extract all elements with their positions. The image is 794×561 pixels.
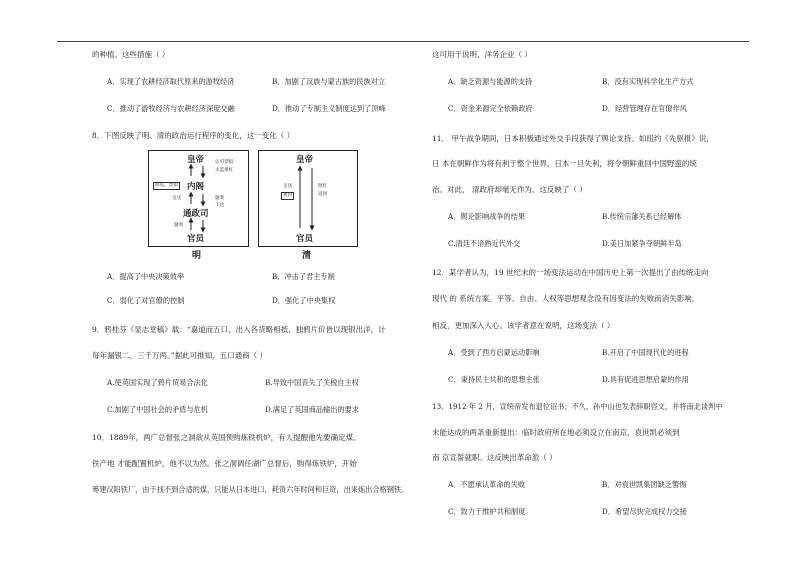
q12-line1: 12．某学者认为，19 世纪末的一场变法运动在中国历史上第一次提出了由传统走向 xyxy=(432,268,709,277)
q12-line2: 现代 的 系统方案。平等、自由、人权等思想观念没有因变法的失败而消失影响， xyxy=(432,294,700,303)
qing-emperor: 皇帝 xyxy=(296,155,314,165)
ming-review-box: 阅览、票拟 xyxy=(155,183,178,188)
q9-line2: 每年漏银二、三千万两。”据此可推知，五口通商（ ） xyxy=(92,351,267,360)
ming-eunuch-label: 太监批红 xyxy=(215,168,234,173)
q9-option-d[interactable]: D.满足了英国商品输出的要求 xyxy=(265,405,360,414)
q13-line2: 未能达成的两条重新提出：临时政府所在地必须设立在南京，袁世凯必须到 xyxy=(432,428,680,437)
q7-option-c[interactable]: C．推动了游牧经济与农耕经济深度交融 xyxy=(107,104,235,113)
q13-line1: 13．1912 年 2 月，宣统帝发布退位诏书；不久，孙中山也发表辞职咨文，并将南北谈判中 xyxy=(432,402,723,411)
ming-issue-label: 下达 xyxy=(215,203,225,208)
q8-option-b[interactable]: B．冲击了君主专制 xyxy=(272,272,335,281)
ming-approve-label: 认可票拟 xyxy=(215,160,234,165)
qing-sealed-box: 密封 xyxy=(283,193,293,198)
q11-option-b[interactable]: B.传统宗藩关系已经解体 xyxy=(602,212,682,221)
q9-option-c[interactable]: C.加剧了中国社会的矛盾与危机 xyxy=(107,405,208,414)
qing-officials: 官员 xyxy=(296,234,314,244)
ming-submit-label: 呈送 xyxy=(172,196,182,201)
ming-emperor: 皇帝 xyxy=(187,155,205,165)
q10-option-d[interactable]: D．经营管理存在官僚作风 xyxy=(602,104,687,113)
q9-option-b[interactable]: B.导致中国丧失了关税自主权 xyxy=(265,378,359,387)
qing-submit-label: 呈送 xyxy=(283,184,293,189)
q10-continuation: 这可用于说明，洋务企业（ ） xyxy=(432,50,532,59)
q11-option-d[interactable]: D.美日加紧争夺朝鲜半岛 xyxy=(602,239,682,248)
q10-option-a[interactable]: A．缺乏资源与能源的支持 xyxy=(448,77,533,86)
qing-vermilion-label: 批红 xyxy=(318,184,328,189)
q10-option-b[interactable]: B．没有实现科学化生产方式 xyxy=(602,77,694,86)
ming-memorial-label: 题奏 xyxy=(215,196,225,201)
q12-option-d[interactable]: D.具有促进思想启蒙的作用 xyxy=(602,375,689,384)
q12-option-a[interactable]: A．受到了西方启蒙运动影响 xyxy=(448,348,540,357)
q10-line2: 铁产地 才能配置机炉，他不以为然。张之洞调任湖广总督后，购得炼铁炉，开始 xyxy=(92,459,357,468)
q11-option-a[interactable]: A．舆论影响战争的结果 xyxy=(448,212,526,221)
q10-line3: 筹建汉阳铁厂，由于找不到合适的煤，只能从日本进口，耗资六年时间和巨资，出来炼出合格钢铁。 xyxy=(92,485,409,494)
q10-line1: 10．1889年，两广总督张之洞欲从英国预购炼铁机炉，有人提醒他先要确定煤、 xyxy=(92,433,361,442)
q7-option-a[interactable]: A．实现了农耕经济取代原来的游牧经济 xyxy=(107,77,235,86)
q7-option-d[interactable]: D．推动了专制主义制度达到了顶峰 xyxy=(272,104,386,113)
q13-line3: 南 京宣誓就职。这反映出革命派（ ） xyxy=(432,453,557,462)
q7-option-b[interactable]: B．加剧了汉族与蒙古族的民族对立 xyxy=(272,77,386,86)
qing-caption: 清 xyxy=(302,251,312,261)
q13-option-a[interactable]: A．不愿承认革命的失败 xyxy=(448,480,526,489)
ming-cabinet: 内阁 xyxy=(187,182,205,192)
q11-option-c[interactable]: C.清廷不谙熟近代外交 xyxy=(448,239,521,248)
ming-officials: 官员 xyxy=(187,234,205,244)
q9-line1: 9．鸦桂芬《显志堂稿》载：“嘉道而五口，出入各货略相抵，独鸦片价皆以现银出洋，计 xyxy=(92,325,386,334)
q11-line2: 日 本在朝鲜作为将有利于整个世界，日本一旦失利，将令朝鲜重回中国野蛮的统 xyxy=(432,159,697,168)
q12-line3: 相反，更加深入人心。该学者意在说明，这场变法（ ） xyxy=(432,321,615,330)
q13-option-d[interactable]: D．希望尽快完成权力交接 xyxy=(602,507,687,516)
q10-option-c[interactable]: C．资金来源完全依赖政府 xyxy=(448,104,533,113)
q12-option-c[interactable]: C．秉持民主共和的思想主张 xyxy=(448,375,540,384)
q11-line3: 治。对此， 清政府却毫无作为。这反映了（ ） xyxy=(432,185,587,194)
ming-office: 通政司 xyxy=(183,209,209,219)
qing-return-label: 返回 xyxy=(318,192,328,197)
q8-option-d[interactable]: D．强化了中央集权 xyxy=(272,296,336,305)
q12-option-b[interactable]: B.开启了中国现代化的进程 xyxy=(602,348,689,357)
q9-option-a[interactable]: A.使英国实现了鸦片贸易合法化 xyxy=(107,378,208,387)
q13-option-b[interactable]: B．对袁世凯集团缺乏警惕 xyxy=(602,480,687,489)
ming-report-label: 题奏 xyxy=(174,223,184,228)
q8-stem: 8．下图反映了明、清的政治运行程序的变化，这一变化（ ） xyxy=(92,131,295,140)
ming-caption: 明 xyxy=(192,251,202,261)
q8-option-c[interactable]: C．弱化了对官僚的控制 xyxy=(107,296,185,305)
q13-option-c[interactable]: C．致力于维护共和制度 xyxy=(448,507,526,516)
q8-option-a[interactable]: A．提高了中央决策效率 xyxy=(107,272,185,281)
q11-line1: 11． 甲午战争期间，日本积极通过外交手段获得了舆论支持。如纽约《先驱报》说， xyxy=(432,134,714,143)
q7-continuation: 的种植。这些措施（ ） xyxy=(92,50,170,59)
